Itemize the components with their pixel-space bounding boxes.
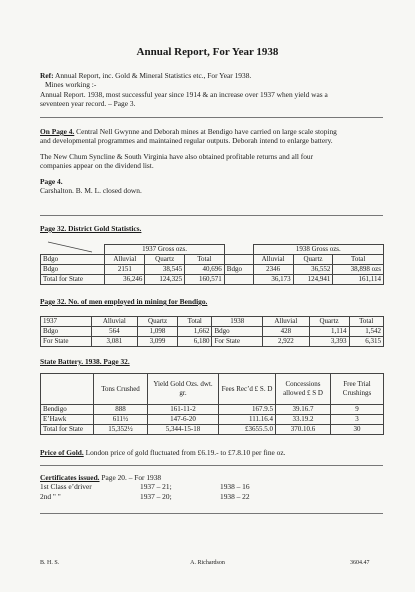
- table-cell: 2346: [253, 265, 293, 275]
- header-cell: Alluvial: [263, 317, 309, 327]
- table-cell: 161,114: [333, 275, 384, 285]
- table-cell: 40,696: [185, 265, 225, 275]
- header-cell: [41, 374, 94, 405]
- table-cell: 33.19.2: [276, 415, 331, 425]
- table-row: [41, 265, 384, 275]
- table-cell: 160,571: [185, 275, 225, 285]
- ref-label: Ref:: [40, 71, 54, 80]
- table-cell: 564: [91, 327, 137, 337]
- men-employed-table: [40, 316, 384, 347]
- table-cell: E’Hawk: [41, 415, 94, 425]
- table-cell: 1,098: [138, 327, 178, 337]
- table-cell: 428: [263, 327, 309, 337]
- table-cell: 3,081: [91, 337, 137, 347]
- table-cell: Bdgo: [224, 265, 253, 275]
- table-cell: 370.10.6: [276, 425, 331, 435]
- header-cell: Quartz: [293, 255, 333, 265]
- page4-line3: The New Chum Syncline & South Virginia have also obtained profitable returns and all four: [40, 151, 314, 161]
- header-cell: Quartz: [145, 255, 185, 265]
- cert-row1-1937: 1937 – 21;: [140, 482, 172, 492]
- footer-right: 3604.47: [350, 560, 370, 566]
- table-cell: 611½: [94, 415, 148, 425]
- table-row: [41, 425, 384, 435]
- table-cell: Bdgo: [41, 327, 92, 337]
- header-cell: Yield Gold Ozs. dwt. gr.: [148, 374, 219, 405]
- header-cell: Free Trial Crushings: [331, 374, 384, 405]
- table-cell: 2151: [105, 265, 145, 275]
- table-cell: 6,180: [178, 337, 212, 347]
- table-row: [41, 415, 384, 425]
- table-cell: 124,941: [293, 275, 333, 285]
- table-cell: [224, 275, 253, 285]
- footer-left: B. H. S.: [40, 560, 60, 566]
- cert-row1-label: 1st Class e’driver: [40, 482, 92, 492]
- header-cell: Total: [333, 255, 384, 265]
- header-cell: 1937: [41, 317, 92, 327]
- state-battery-table: [40, 373, 384, 435]
- gold-price-section: [40, 448, 385, 457]
- certificates-text: Page 20. – For 1938: [101, 473, 162, 482]
- district-gold-heading: Page 32. District Gold Statistics.: [40, 224, 142, 233]
- table-cell: For State: [212, 337, 263, 347]
- group-1938: 1938 Gross ozs.: [253, 245, 383, 255]
- table-cell: 1,542: [349, 327, 384, 337]
- table-cell: 36,552: [293, 265, 333, 275]
- divider: [40, 215, 383, 216]
- table-header-row: [41, 317, 384, 327]
- table-cell: 2,922: [263, 337, 309, 347]
- header-cell: Total: [185, 255, 225, 265]
- header-cell: Alluvial: [253, 255, 293, 265]
- table-cell: 36,173: [253, 275, 293, 285]
- table-cell: 9: [331, 405, 384, 415]
- table-cell: 3,393: [309, 337, 349, 347]
- cert-row2-1938: 1938 – 22: [220, 491, 250, 501]
- table-cell: 30: [331, 425, 384, 435]
- table-row: [41, 275, 384, 285]
- table-cell: 1,662: [178, 327, 212, 337]
- summary-line-1: Annual Report. 1938, most successful year since 1914 & an increase over 1937 when yield was a: [40, 89, 328, 99]
- page4-section: [40, 127, 385, 195]
- header-cell: Quartz: [309, 317, 349, 327]
- page4-heading: Page 4.: [40, 176, 63, 186]
- table-cell: Total for State: [41, 275, 105, 285]
- header-cell: Tons Crushed: [94, 374, 148, 405]
- table-cell: 39.16.7: [276, 405, 331, 415]
- page4-line2: and developmental programmes and maintained regular outputs. Deborah intend to enlarge battery.: [40, 136, 333, 146]
- table-cell: 888: [94, 405, 148, 415]
- header-cell: Concessions allowed £ S D: [276, 374, 331, 405]
- divider: [40, 465, 383, 466]
- gold-price-text: London price of gold fluctuated from £6.19.- to £7.8.10 per fine oz.: [85, 448, 286, 457]
- table-cell: Bdgo: [212, 327, 263, 337]
- table-cell: 147-6-20: [148, 415, 219, 425]
- header-cell: Quartz: [138, 317, 178, 327]
- table-row: [41, 405, 384, 415]
- table-cell: 111.16.4: [219, 415, 276, 425]
- men-employed-heading: Page 32. No. of men employed in mining for Bendigo.: [40, 297, 208, 306]
- table-cell: 15,352½: [94, 425, 148, 435]
- table-header-row: [41, 255, 384, 265]
- table-cell: 1,114: [309, 327, 349, 337]
- page4-line4: companies appear on the dividend list.: [40, 161, 154, 171]
- ref-text: Annual Report, inc. Gold & Mineral Statistics etc., For Year 1938.: [55, 71, 252, 80]
- page4-line1: Central Nell Gwynne and Deborah mines at Bendigo have carried on large scale stoping: [76, 127, 337, 136]
- header-cell: Bdgo: [41, 255, 105, 265]
- header-cell: Fees Rec’d £ S. D: [219, 374, 276, 405]
- table-cell: 167.9.5: [219, 405, 276, 415]
- table-cell: 3: [331, 415, 384, 425]
- header-cell: Alluvial: [91, 317, 137, 327]
- mines-working: Mines working :-: [45, 80, 97, 90]
- carshalton-note: Carshalton. B. M. L. closed down.: [40, 186, 142, 196]
- cert-row2-label: 2nd " ": [40, 491, 61, 501]
- header-cell: Total: [349, 317, 384, 327]
- cert-row1-1938: 1938 – 16: [220, 482, 250, 492]
- certificates-label: Certificates issued.: [40, 473, 100, 482]
- table-cell: £3655.5.0: [219, 425, 276, 435]
- table-cell: Bendigo: [41, 405, 94, 415]
- district-gold-table: [40, 244, 384, 285]
- table-cell: 3,099: [138, 337, 178, 347]
- table-cell: 36,246: [105, 275, 145, 285]
- footer-center: A. Richardson: [190, 560, 225, 566]
- divider: [40, 117, 383, 118]
- table-header-row: [41, 374, 384, 405]
- table-cell: 161-11-2: [148, 405, 219, 415]
- page-title: Annual Report, For Year 1938: [136, 46, 279, 58]
- table-cell: Bdgo: [41, 265, 105, 275]
- group-1937: 1937 Gross ozs.: [105, 245, 224, 255]
- header-cell: [224, 255, 253, 265]
- summary-line-2: seventeen year record. – Page 3.: [40, 99, 136, 109]
- table-cell: For State: [41, 337, 92, 347]
- table-cell: 38,898 ozs: [333, 265, 384, 275]
- certificates-section: [40, 473, 385, 501]
- gold-price-label: Price of Gold.: [40, 448, 84, 457]
- header-cell: Total: [178, 317, 212, 327]
- divider: [40, 513, 383, 514]
- header-cell: Alluvial: [105, 255, 145, 265]
- table-cell: 38,545: [145, 265, 185, 275]
- table-row: [41, 327, 384, 337]
- table-cell: 6,315: [349, 337, 384, 347]
- page4-label: On Page 4.: [40, 127, 75, 136]
- table-cell: Total for State: [41, 425, 94, 435]
- state-battery-heading: State Battery. 1938. Page 32.: [40, 357, 130, 366]
- ref-section: [40, 71, 385, 109]
- table-cell: 5,344-15-18: [148, 425, 219, 435]
- table-cell: 124,325: [145, 275, 185, 285]
- cert-row2-1937: 1937 – 20;: [140, 491, 172, 501]
- table-row: [41, 337, 384, 347]
- header-cell: 1938: [212, 317, 263, 327]
